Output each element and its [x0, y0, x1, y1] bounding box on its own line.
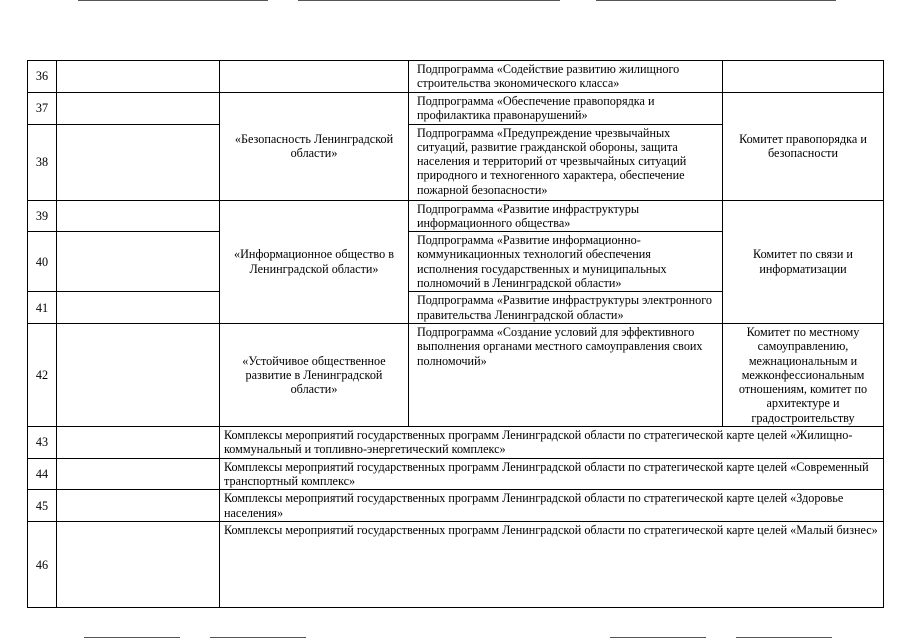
top-rule [78, 0, 268, 1]
subprogram-cell: Подпрограмма «Создание условий для эффективного выполнения органами местного самоуправления своих полномочий» [409, 323, 723, 426]
empty-cell [57, 323, 220, 426]
executor-cell: Комитет по связи и информатизации [723, 200, 884, 323]
program-name-cell: «Информационное общество в Ленинградской области» [220, 200, 409, 323]
top-rule [298, 0, 560, 1]
row-number: 40 [28, 232, 57, 292]
empty-cell [57, 124, 220, 200]
table-row [28, 458, 884, 490]
row-number: 39 [28, 200, 57, 232]
empty-cell [57, 522, 220, 608]
subprogram-cell: Подпрограмма «Развитие информационно-коммуникационных технологий обеспечения исполнения государственных и муниципальных полномочий в Ленинградской области» [409, 232, 723, 292]
table-row [28, 61, 884, 93]
empty-cell [220, 61, 409, 93]
executor-cell: Комитет правопорядка и безопасности [723, 93, 884, 201]
row-number: 38 [28, 124, 57, 200]
row-number: 43 [28, 427, 57, 459]
table-row [28, 93, 884, 125]
row-number: 41 [28, 292, 57, 324]
complex-measures-cell: Комплексы мероприятий государственных программ Ленинградской области по стратегической карте целей «Малый бизнес» [220, 522, 884, 608]
executor-cell: Комитет по местному самоуправлению, межнациональным и межконфессиональным отношениям, комитет по архитектуре и градостроительству [723, 323, 884, 426]
empty-cell [57, 292, 220, 324]
top-rule [596, 0, 836, 1]
row-number: 44 [28, 458, 57, 490]
table-row [28, 522, 884, 608]
program-name-cell: «Безопасность Ленинградской области» [220, 93, 409, 201]
empty-cell [57, 458, 220, 490]
empty-cell [57, 61, 220, 93]
subprogram-cell: Подпрограмма «Развитие инфраструктуры электронного правительства Ленинградской области» [409, 292, 723, 324]
subprogram-cell: Подпрограмма «Обеспечение правопорядка и профилактика правонарушений» [409, 93, 723, 125]
complex-measures-cell: Комплексы мероприятий государственных программ Ленинградской области по стратегической карте целей «Современный транспортный комплекс» [220, 458, 884, 490]
table-row [28, 323, 884, 426]
empty-cell [57, 232, 220, 292]
row-number: 36 [28, 61, 57, 93]
empty-cell [57, 427, 220, 459]
row-number: 42 [28, 323, 57, 426]
table-row [28, 427, 884, 459]
subprogram-cell: Подпрограмма «Предупреждение чрезвычайных ситуаций, развитие гражданской обороны, защита населения и территорий от чрезвычайных ситуаций природного и техногенного характера, обеспечение пожарной безопасности» [409, 124, 723, 200]
empty-cell [57, 200, 220, 232]
subprogram-cell: Подпрограмма «Развитие инфраструктуры информационного общества» [409, 200, 723, 232]
programs-table [27, 60, 884, 608]
table-row [28, 200, 884, 232]
table-row [28, 490, 884, 522]
bottom-rule [736, 637, 832, 638]
empty-cell [723, 61, 884, 93]
bottom-rule [210, 637, 306, 638]
row-number: 45 [28, 490, 57, 522]
bottom-rule [610, 637, 706, 638]
subprogram-cell: Подпрограмма «Содействие развитию жилищного строительства экономического класса» [409, 61, 723, 93]
complex-measures-cell: Комплексы мероприятий государственных программ Ленинградской области по стратегической карте целей «Здоровье населения» [220, 490, 884, 522]
bottom-rule [84, 637, 180, 638]
empty-cell [57, 93, 220, 125]
complex-measures-cell: Комплексы мероприятий государственных программ Ленинградской области по стратегической карте целей «Жилищно-коммунальный и топливно-энергетический комплекс» [220, 427, 884, 459]
empty-cell [57, 490, 220, 522]
program-name-cell: «Устойчивое общественное развитие в Ленинградской области» [220, 323, 409, 426]
row-number: 46 [28, 522, 57, 608]
row-number: 37 [28, 93, 57, 125]
